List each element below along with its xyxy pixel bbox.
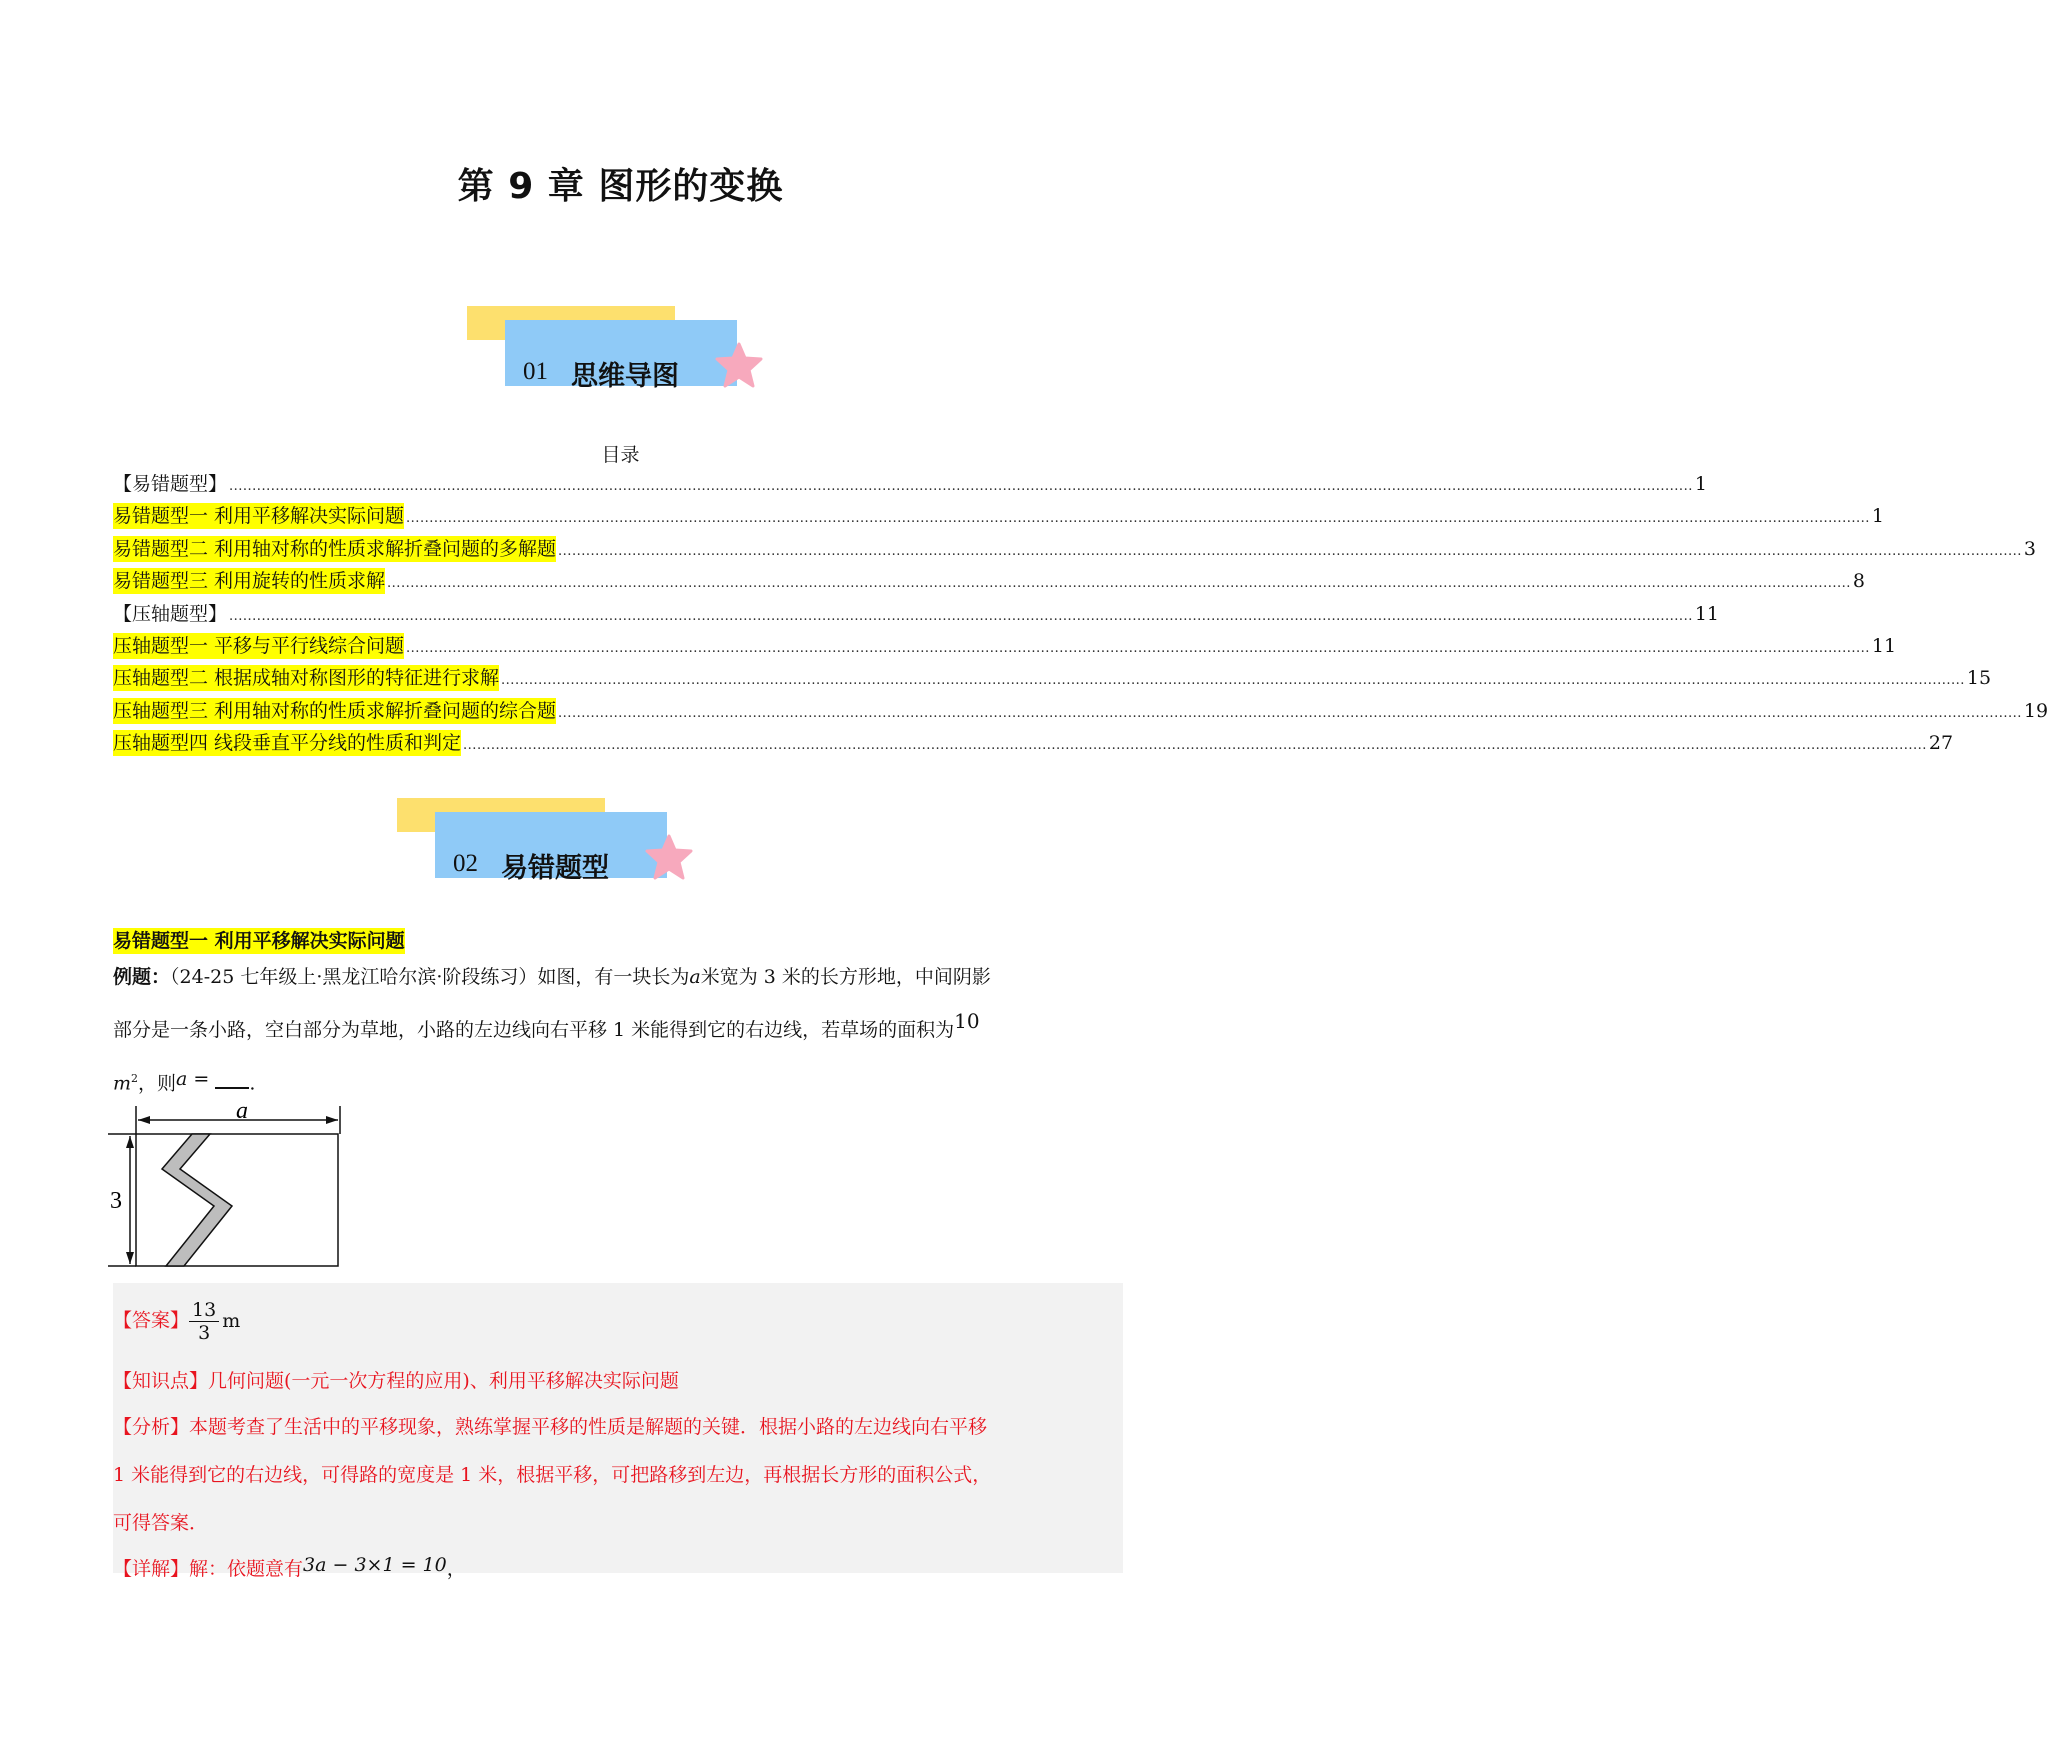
toc-page-number: 11: [1871, 634, 1897, 657]
table-of-contents: [113, 471, 2048, 763]
toc-heading: 目录: [601, 444, 640, 466]
toc-entry[interactable]: [113, 503, 1884, 535]
section-banner-mindmap: [467, 306, 767, 416]
detail-tag: 【详解】: [113, 1558, 190, 1580]
toc-entry-label: 易错题型一 利用平移解决实际问题: [113, 505, 405, 528]
arrow-head: [326, 1116, 338, 1124]
arrow-head: [138, 1116, 150, 1124]
analysis-line-3: [113, 1510, 1123, 1536]
analysis-line-2: [113, 1462, 1123, 1488]
knowledge-tag: 【知识点】: [113, 1370, 209, 1392]
unit-exponent: 2: [131, 1072, 139, 1085]
example-text: （24-25 七年级上·黑龙江哈尔滨·阶段练习）如图，有一块长为: [170, 966, 690, 988]
knowledge-line: [113, 1368, 1123, 1394]
banner-number: 01: [523, 358, 548, 385]
arrow-head: [126, 1252, 134, 1264]
toc-page-number: 1: [1694, 473, 1707, 495]
toc-leader-dots: ............................................................................................................................................................................................................................................................................................................................: [558, 705, 2022, 721]
toc-leader-dots: ............................................................................................................................................................................................................................................................................................................................: [406, 511, 1870, 527]
toc-entry[interactable]: [113, 698, 2048, 730]
analysis-text: 本题考查了生活中的平移现象，熟练掌握平移的性质是解题的关键．根据小路的左边线向右平移: [189, 1416, 988, 1438]
star-icon: [645, 834, 693, 880]
analysis-line-1: [113, 1414, 1123, 1440]
unit-m: m: [113, 1072, 132, 1095]
arrow-head: [126, 1136, 134, 1148]
detail-text: 解：依题意有: [189, 1558, 304, 1580]
answer-blank: [215, 1071, 249, 1089]
toc-entry-label: 【压轴题型】: [113, 602, 228, 625]
toc-entry-label: 压轴题型二 根据成轴对称图形的特征进行求解: [113, 667, 500, 690]
toc-entry-label: 压轴题型四 线段垂直平分线的性质和判定: [113, 732, 462, 755]
width-label: a: [236, 1098, 248, 1124]
example-text: 米宽为 3 米的长方形地，中间阴影: [700, 966, 991, 988]
variable-a: a: [689, 966, 701, 988]
star-icon: [715, 342, 763, 388]
analysis-text: 1 米能得到它的右边线，可得路的宽度是 1 米，根据平移，可把路移到左边，再根据长方形的面积公式，: [113, 1464, 992, 1486]
example-text: 部分是一条小路，空白部分为草地，小路的左边线向右平移 1 米能得到它的右边线，若草场的面积为: [113, 1019, 955, 1041]
toc-entry-label: 压轴题型三 利用轴对称的性质求解折叠问题的综合题: [113, 699, 557, 722]
toc-leader-dots: ............................................................................................................................................................................................................................................................................................................................: [406, 640, 1870, 656]
banner-label: 思维导图: [571, 361, 679, 392]
toc-entry[interactable]: [113, 568, 1865, 600]
example-text: .: [249, 1072, 256, 1095]
toc-entry[interactable]: [113, 730, 1954, 762]
rectangle-path-figure: [108, 1098, 348, 1274]
example-prefix: 例题：: [113, 966, 171, 988]
toc-leader-dots: ............................................................................................................................................................................................................................................................................................................................: [558, 543, 2022, 559]
knowledge-text: 几何问题(一元一次方程的应用)、利用平移解决实际问题: [208, 1370, 679, 1392]
number-ten: 10: [954, 1009, 980, 1033]
detail-line: [113, 1556, 1123, 1582]
toc-entry[interactable]: [113, 471, 1707, 503]
detail-end: ，: [446, 1558, 466, 1580]
fraction-numerator: 13: [189, 1299, 219, 1322]
shaded-path: [162, 1134, 232, 1266]
toc-entry-label: 【易错题型】: [113, 473, 228, 495]
toc-page-number: 11: [1694, 602, 1720, 625]
banner-label: 易错题型: [501, 853, 609, 884]
toc-page-number: 1: [1871, 505, 1884, 528]
toc-page-number: 15: [1966, 667, 1992, 690]
answer-fraction: [189, 1299, 219, 1344]
example-line-2: [113, 1009, 1123, 1043]
answer-unit: m: [222, 1309, 241, 1332]
analysis-text: 可得答案．: [113, 1512, 209, 1534]
toc-leader-dots: ............................................................................................................................................................................................................................................................................................................................: [229, 608, 1693, 624]
toc-entry-label: 压轴题型一 平移与平行线综合问题: [113, 634, 405, 657]
equals-sign: =: [187, 1068, 216, 1091]
toc-entry[interactable]: [113, 633, 1897, 665]
answer-tag: 【答案】: [113, 1309, 190, 1332]
section-banner-error-prone: [397, 798, 697, 908]
toc-entry[interactable]: [113, 536, 2036, 568]
rectangle-field: [136, 1134, 338, 1266]
variable-a: a: [176, 1068, 188, 1091]
example-line-1: [113, 964, 1123, 990]
toc-page-number: 27: [1928, 732, 1954, 755]
page-title: 第 9 章 图形的变换: [457, 166, 784, 207]
example-text: ，则: [138, 1072, 177, 1095]
toc-entry[interactable]: [113, 665, 1992, 697]
toc-entry[interactable]: [113, 601, 1720, 633]
analysis-tag: 【分析】: [113, 1416, 190, 1438]
answer-line: [113, 1299, 1123, 1344]
height-label: 3: [110, 1188, 122, 1214]
toc-leader-dots: ............................................................................................................................................................................................................................................................................................................................: [463, 738, 1927, 754]
toc-page-number: 19: [2023, 699, 2048, 722]
toc-leader-dots: ............................................................................................................................................................................................................................................................................................................................: [387, 576, 1851, 592]
toc-leader-dots: ............................................................................................................................................................................................................................................................................................................................: [501, 673, 1965, 689]
toc-page-number: 8: [1852, 570, 1865, 593]
toc-entry-label: 易错题型二 利用轴对称的性质求解折叠问题的多解题: [113, 537, 557, 560]
toc-entry-label: 易错题型三 利用旋转的性质求解: [113, 570, 386, 593]
section-title: 易错题型一 利用平移解决实际问题: [113, 930, 405, 952]
example-line-3: [113, 1066, 1123, 1096]
toc-page-number: 3: [2023, 537, 2036, 560]
fraction-denominator: 3: [198, 1322, 211, 1344]
toc-leader-dots: ............................................................................................................................................................................................................................................................................................................................: [229, 479, 1693, 494]
banner-number: 02: [453, 850, 478, 877]
equation: 3a − 3×1 = 10: [303, 1554, 447, 1576]
